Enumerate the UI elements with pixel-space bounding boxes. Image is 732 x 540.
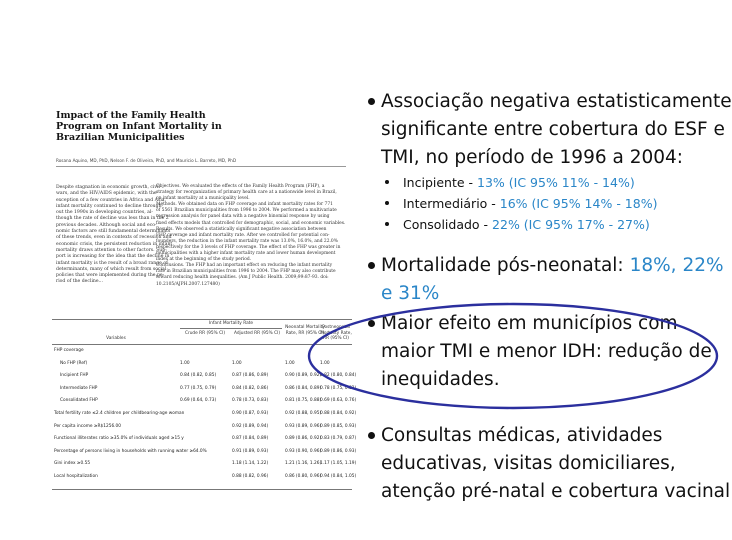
table-cell: 1.00 (320, 360, 330, 366)
sub-bullet-dot-icon (385, 222, 389, 226)
table-row-label: Incipient FHP (60, 373, 89, 379)
table-cell: 0.83 (0.79, 0.87) (320, 436, 357, 442)
bullet-text-run: TMI, no período de 1996 a 2004: (381, 147, 684, 168)
table-row-label: Intermediate FHP (60, 385, 98, 391)
table-row-label: No FHP (Ref) (60, 360, 88, 366)
paper-abstract-line: regression analysis for panel data with a negative binomial response by using (156, 214, 330, 220)
table-cell: 0.86 (0.80, 0.96) (285, 474, 322, 479)
paper-body-line: infant mortality continued to decline through- (56, 203, 164, 209)
bullet-text-run: Mortalidade pós-neonatal: (381, 255, 630, 276)
sub-bullet-line (403, 193, 657, 214)
table-column-header: Neonatal Mortality Rate, RR (95% CI) (285, 325, 325, 336)
table-cell: 0.87 (0.84, 0.89) (232, 436, 269, 442)
table-group-header: Infant Mortality Rate (208, 321, 254, 326)
paper-body-line: determinants, many of which result from social (56, 266, 167, 272)
bullet-text-run: Consolidado - (403, 217, 493, 232)
table-cell: 0.78 (0.75, 0.82) (320, 385, 357, 391)
bullet-line (381, 88, 732, 116)
paper-abstract-line: toward reducing health inequalities. (Am J Public Health. 2009;99:87-93. doi: (156, 275, 329, 281)
table-cell: 0.69 (0.63, 0.76) (320, 398, 357, 404)
bullet-text-run: educativas, visitas domiciliares, (381, 453, 676, 474)
paper-abstract-line: FHP coverage and infant mortality rate. After we controlled for potential con- (156, 232, 330, 238)
highlighted-value: 18%, 22% (629, 255, 724, 276)
table-cell: 0.90 (0.89, 0.92) (285, 373, 322, 379)
table-cell: 1.00 (285, 360, 295, 366)
paper-abstract-line: 10.2105/AJPH.2007.127480) (156, 281, 220, 287)
paper-abstract-line: founders, the reduction in the infant mortality rate was 13.0%, 16.0%, and 22.0% (156, 238, 338, 244)
table-cell: 0.87 (0.86, 0.89) (232, 373, 269, 379)
sub-bullet-dot-icon (385, 180, 389, 184)
bullet-line (381, 116, 725, 144)
paper-body-line: of these trends, even in contexts of recession and (56, 235, 172, 241)
table-cell: 0.77 (0.75, 0.79) (180, 385, 217, 391)
paper-body-line: economic crisis, the persistent reduction in infant (56, 241, 173, 247)
table-row-label: Per capita income ≥R$1256.00 (54, 423, 122, 429)
bullet-dot-icon (368, 262, 375, 269)
paper-abstract-line: Objectives. We evaluated the effects of the Family Health Program (FHP), a (156, 184, 325, 189)
table-cell: 0.93 (0.89, 0.96) (285, 423, 322, 429)
paper-body-line: Despite stagnation in economic growth, civil (56, 185, 160, 190)
bullet-text-run: maior TMI e menor IDH: redução de (381, 341, 712, 362)
table-cell: 0.84 (0.82, 0.86) (232, 385, 269, 391)
bullet-text-run: Maior efeito em municípios com (381, 313, 678, 334)
paper-abstract-line: Results. We observed a statistically significant negative association between (156, 226, 327, 232)
table-cell: 0.88 (0.82, 0.96) (232, 474, 269, 479)
paper-body-line: exception of a few countries in Africa and Asia, (56, 197, 166, 203)
paper-abstract-line: rate in Brazilian municipalities from 1996 to 2004. The FHP may also contribute (156, 269, 336, 275)
highlighted-value: e 31% (381, 283, 440, 304)
table-group-rule (180, 328, 282, 329)
table-rule (52, 489, 352, 490)
paper-abstract-line: of 5561 Brazilian municipalities from 1996 to 2004. We performed a multivariate (156, 208, 337, 214)
paper-abstract-column (156, 184, 348, 308)
sub-bullet-line (403, 172, 635, 193)
paper-abstract-line: municipalities with a higher infant mortality rate and lower human development (156, 251, 336, 257)
bullet-dot-icon (368, 98, 375, 105)
table-cell: 0.92 (0.89, 0.94) (232, 423, 269, 429)
paper-abstract-line: index at the beginning of the study period. (156, 257, 252, 263)
table-cell: 0.89 (0.85, 0.93) (320, 423, 357, 429)
bullet-line (381, 450, 705, 478)
table-column-header: Postneonatal Mortality Rate, RR (95% CI) (320, 325, 352, 341)
paper-divider (56, 166, 346, 167)
table-row-label: Functional illiterates ratio ≥35.0% of individuals aged ≥15 y (54, 436, 184, 442)
table-cell: 0.69 (0.64, 0.73) (180, 398, 217, 404)
paper-body-line: out the 1990s in developing countries, al- (56, 210, 153, 216)
table-cell: 0.78 (0.73, 0.83) (232, 398, 269, 404)
table-cell: 1.00 (232, 360, 242, 366)
paper-abstract-line: respectively for the 3 levels of FHP coverage. The effect of the FHP was greater in (156, 244, 341, 250)
sub-bullet-line (403, 214, 650, 235)
table-cell: 1.17 (1.05, 1.19) (320, 461, 357, 467)
table-cell: 0.94 (0.84, 1.05) (320, 474, 357, 479)
table-row-label: Total fertility rate ≤2.4 children per childbearing-age woman (54, 411, 185, 416)
table-column-header: Adjusted RR (95% CI) (233, 331, 281, 336)
bullet-line (381, 144, 705, 172)
table-cell: 0.91 (0.89, 0.93) (232, 448, 269, 454)
paper-authors: Rosana Aquino, MD, PhD, Nelson F. de Oliveira, PhD, and Mauricio L. Barreto, MD, PhD (56, 158, 237, 163)
table-cell: 0.88 (0.84, 0.92) (320, 411, 357, 416)
paper-abstract-line: strategy for reorganization of primary health care at a nationwide level in Brazil, (156, 190, 337, 196)
bullet-text-run: inequidades. (381, 369, 500, 390)
table-cell: 0.89 (0.86, 0.93) (320, 448, 357, 454)
table-column-header: Variables (106, 336, 126, 341)
table-row-label: FHP coverage (54, 348, 84, 353)
paper-body-line: though the rate of decline was less than in the 2 (56, 216, 169, 222)
paper-abstract-line: Methods. We obtained data on FHP coverage and infant mortality rates for 771 (156, 202, 333, 208)
table-cell: 0.90 (0.87, 0.93) (232, 411, 269, 416)
paper-body-line: infant mortality is the result of a broad range of (56, 260, 168, 266)
paper-body-line: port is increasing for the idea that the decline in (56, 254, 170, 260)
table-row-label: Consolidated FHP (60, 398, 98, 404)
paper-abstract-line: on infant mortality at a municipality level. (156, 196, 250, 202)
table-row-label: Gini index ≥0.55 (54, 461, 91, 467)
paper-body-line: previous decades. Although social and eco- (56, 222, 157, 228)
table-cell: 1.21 (1.16, 1.26) (285, 461, 322, 467)
paper-first-page (52, 88, 352, 310)
highlighted-value: 13% (IC 95% 11% - 14%) (477, 175, 635, 190)
paper-body-line: policies that were implemented during the pe- (56, 273, 165, 279)
paper-abstract-line: Conclusions. The FHP had an important effect on reducing the infant mortality (156, 263, 333, 269)
paper-abstract-line: fixed effects models that controlled for demographic, social, and economic variables. (156, 220, 346, 226)
table-cell: 0.81 (0.75, 0.88) (285, 398, 322, 404)
table-cell: 1.18 (1.14, 1.22) (232, 461, 269, 467)
table-cell: 0.92 (0.88, 0.95) (285, 411, 322, 416)
bullet-text-run: Intermediário - (403, 196, 500, 211)
highlighted-value: 22% (IC 95% 17% - 27%) (492, 217, 650, 232)
bullet-text-run: Consultas médicas, atividades (381, 425, 663, 446)
bullet-text-run: Incipiente - (403, 175, 478, 190)
table-cell: 0.93 (0.90, 0.96) (285, 448, 322, 454)
paper-body-line: mortality draws attention to other factors. Sup- (56, 247, 167, 253)
table-cell: 0.82 (0.80, 0.84) (320, 373, 357, 379)
table-cell: 0.84 (0.82, 0.85) (180, 373, 217, 379)
bullet-text-run: atenção pré-natal e cobertura vacinal (381, 481, 731, 502)
paper-body-column (56, 185, 173, 309)
highlighted-value: 16% (IC 95% 14% - 18%) (499, 196, 658, 211)
paper-title: Impact of the Family Health Program on Infant Mortality in Brazilian Municipalities (56, 110, 222, 143)
bullet-line (381, 422, 705, 450)
bullet-line (381, 252, 724, 280)
table-cell: 0.89 (0.86, 0.92) (285, 436, 322, 442)
paper-body-line: nomic factors are still fundamental determinants (56, 229, 171, 235)
bullet-dot-icon (368, 432, 375, 439)
table-cell: 1.00 (180, 360, 190, 366)
table-column-header: Crude RR (95% CI) (184, 331, 226, 336)
bullet-text-run: significante entre cobertura do ESF e (381, 119, 725, 140)
paper-body-line: riod of the decline... (56, 279, 103, 285)
table-row-label: Percentage of persons living in households with running water ≥64.0% (54, 448, 207, 454)
bullet-text-run: Associação negativa estatisticamente (381, 91, 732, 112)
paper-body-line: wars, and the HIV/AIDS epidemic, with the (56, 191, 157, 197)
highlight-ellipse (306, 300, 720, 412)
table-cell: 0.86 (0.84, 0.89) (285, 385, 322, 391)
sub-bullet-dot-icon (385, 201, 389, 205)
table-row-label: Local hospitalization (54, 474, 98, 479)
bullet-line (381, 478, 731, 506)
